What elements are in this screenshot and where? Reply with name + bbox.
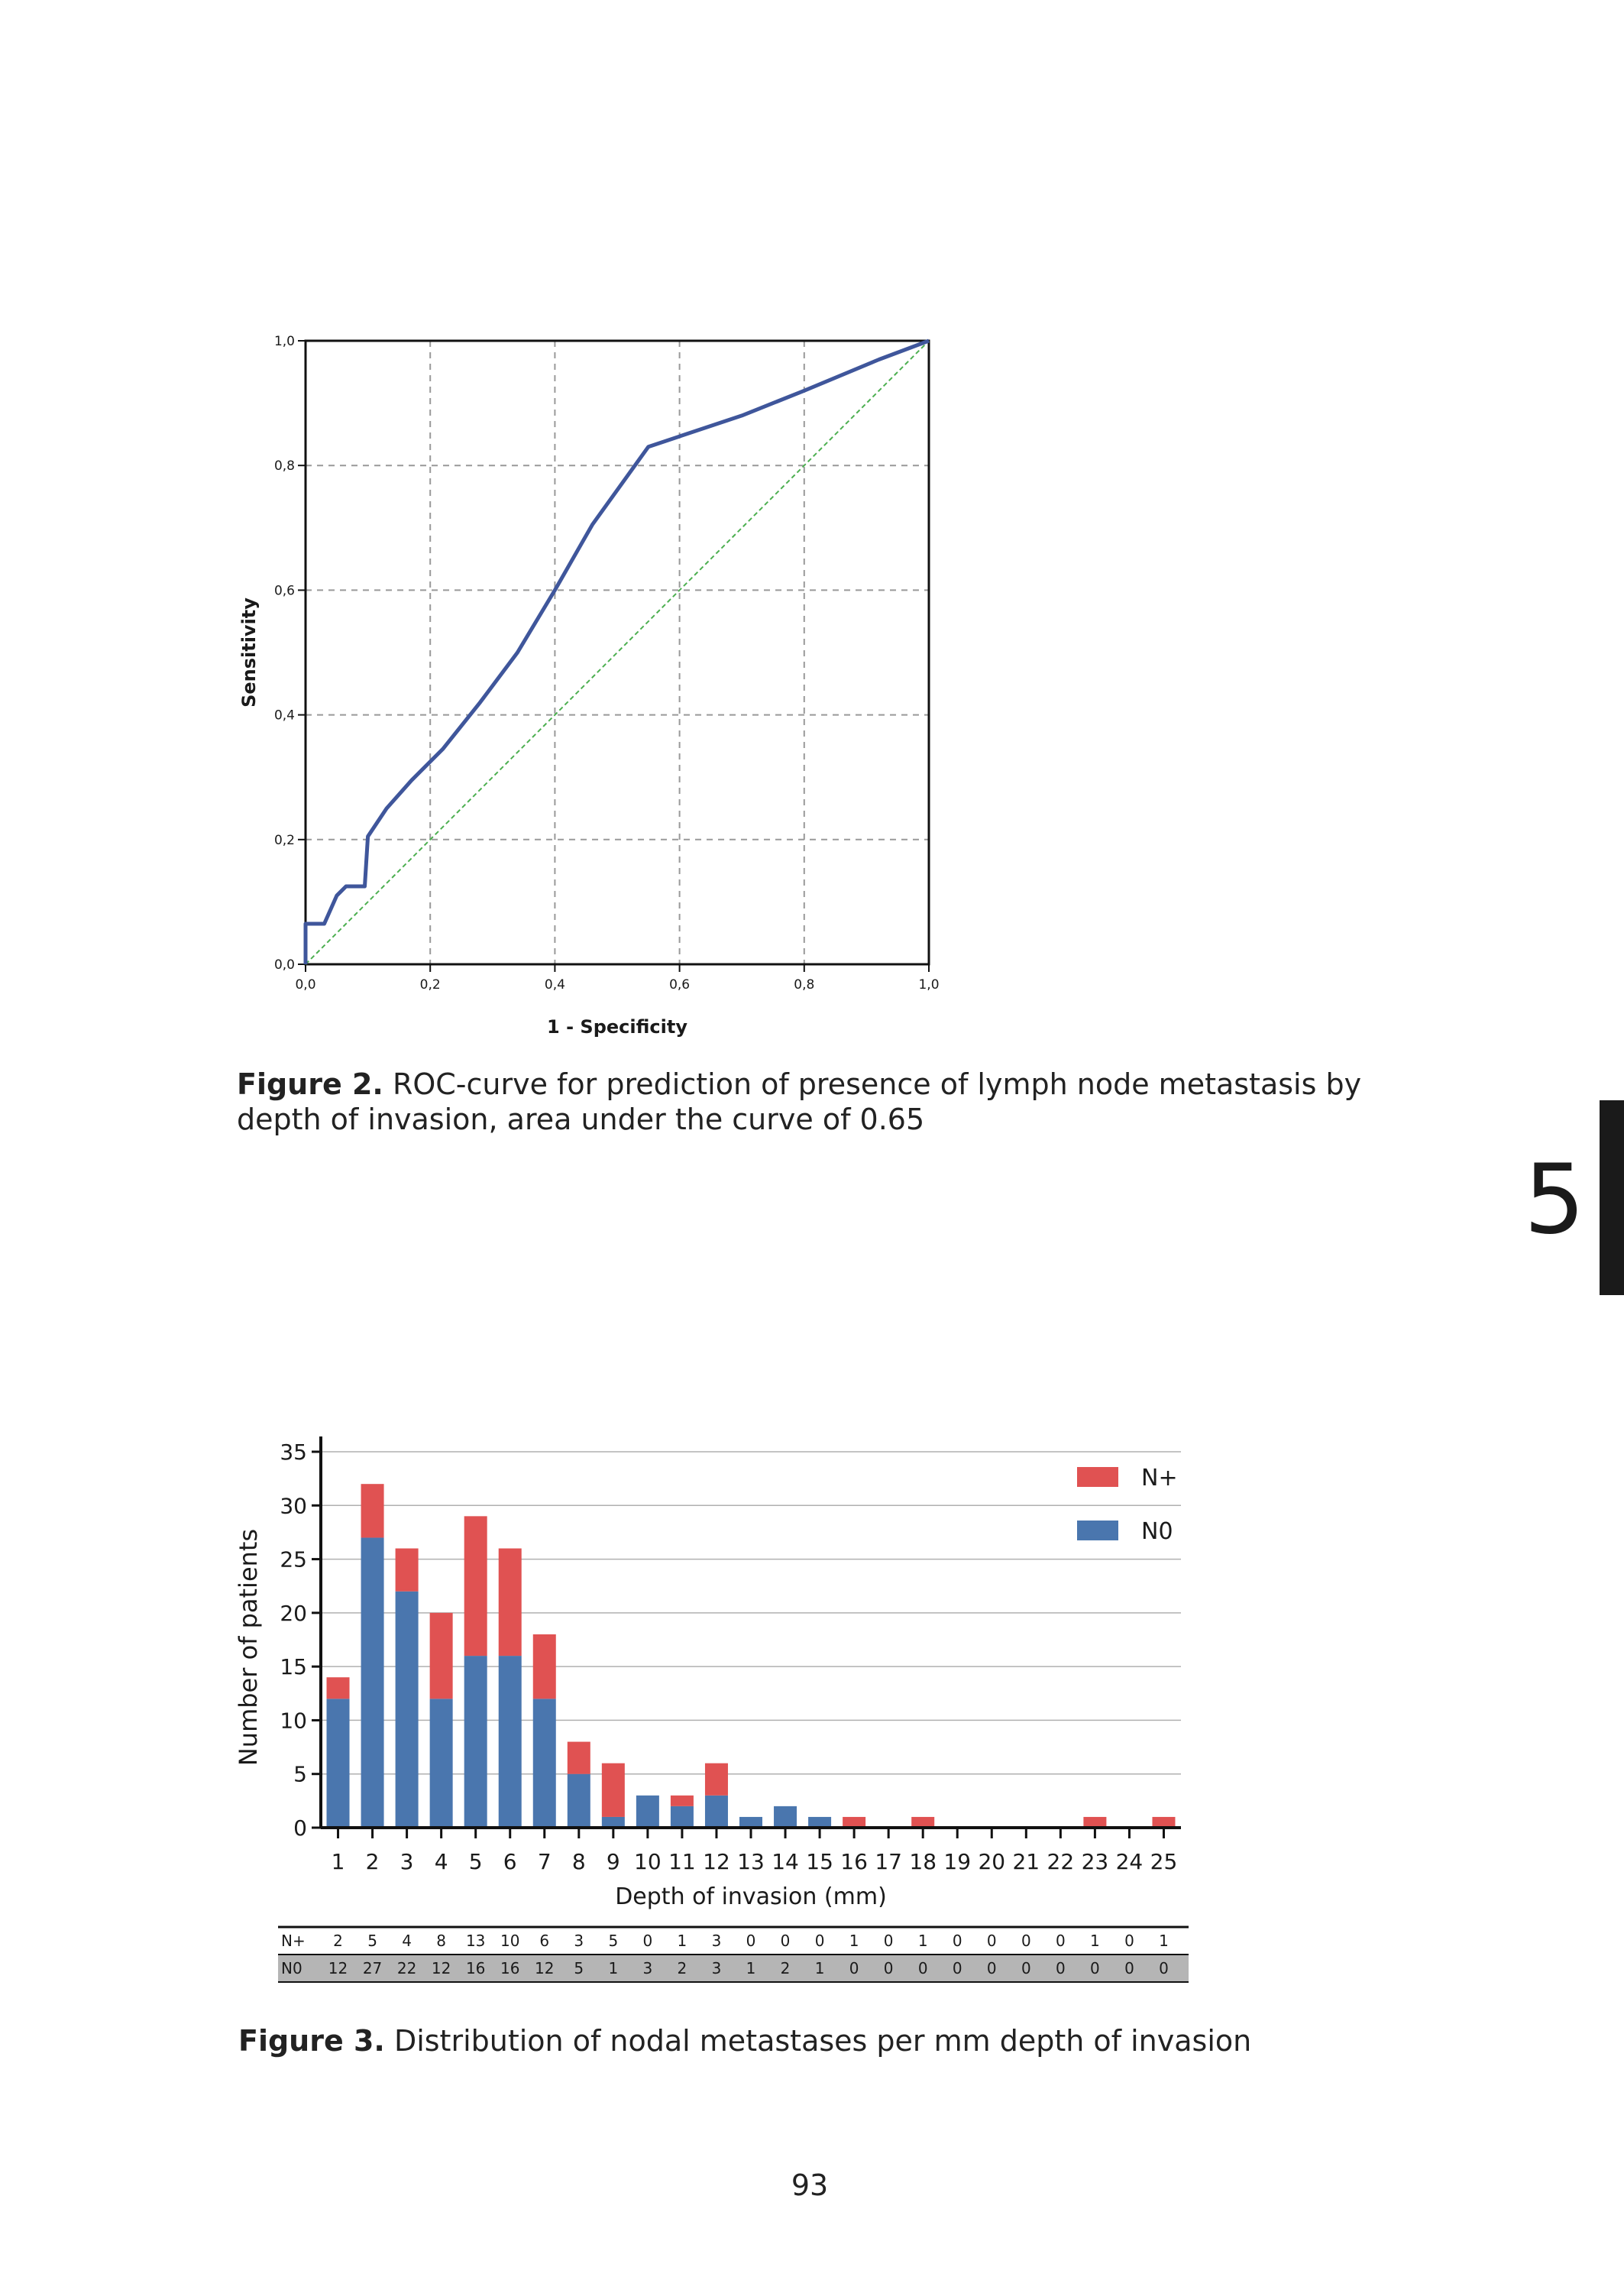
x-tick-label: 3 xyxy=(400,1849,414,1874)
bar-n0-segment xyxy=(396,1592,419,1828)
x-tick-label: 13 xyxy=(737,1849,765,1874)
table-cell: 0 xyxy=(1159,1959,1169,1977)
table-cell: 0 xyxy=(883,1959,894,1977)
x-tick-label: 0,2 xyxy=(419,977,441,993)
table-cell: 8 xyxy=(436,1932,447,1950)
bar-n0-segment xyxy=(533,1699,556,1828)
x-tick-label: 4 xyxy=(434,1849,448,1874)
bar-n0-segment xyxy=(499,1656,522,1828)
figure-3-caption xyxy=(238,2023,1430,2058)
y-tick-label: 0,8 xyxy=(273,458,295,474)
table-cell: 0 xyxy=(883,1932,894,1950)
bar-n-plus-segment xyxy=(1083,1817,1106,1828)
x-tick-label: 6 xyxy=(503,1849,517,1874)
y-tick-label: 1,0 xyxy=(273,334,295,349)
x-tick-label: 17 xyxy=(875,1849,902,1874)
table-cell: 1 xyxy=(746,1959,756,1977)
table-cell: 16 xyxy=(500,1959,520,1977)
y-axis-title: Sensitivity xyxy=(238,598,260,708)
y-tick-label: 0,0 xyxy=(273,957,295,973)
bar-chart xyxy=(214,1421,1207,2002)
bar-n0-segment xyxy=(636,1796,659,1828)
x-tick-label: 15 xyxy=(806,1849,833,1874)
table-cell: 12 xyxy=(431,1959,451,1977)
table-cell: 5 xyxy=(574,1959,584,1977)
table-cell: 16 xyxy=(465,1959,486,1977)
table-cell: 1 xyxy=(608,1959,619,1977)
x-tick-label: 11 xyxy=(668,1849,696,1874)
legend-swatch-n0 xyxy=(1077,1521,1118,1540)
x-tick-label: 14 xyxy=(772,1849,799,1874)
y-tick-label: 0 xyxy=(293,1815,307,1841)
bar-n-plus-segment xyxy=(430,1613,453,1699)
table-cell: 0 xyxy=(952,1959,962,1977)
bar-n-plus-segment xyxy=(911,1817,934,1828)
table-cell: 3 xyxy=(711,1959,722,1977)
table-cell: 0 xyxy=(1055,1932,1066,1950)
x-tick-label: 9 xyxy=(606,1849,620,1874)
x-tick-label: 8 xyxy=(571,1849,586,1874)
figure-2-label: Figure 2. xyxy=(237,1067,383,1101)
x-tick-label: 0,4 xyxy=(544,977,565,993)
roc-chart xyxy=(229,321,962,1054)
x-tick-label: 10 xyxy=(634,1849,662,1874)
table-cell: 0 xyxy=(642,1932,653,1950)
bar-n-plus-segment xyxy=(361,1484,384,1537)
table-cell: 2 xyxy=(333,1932,343,1950)
x-tick-label: 7 xyxy=(537,1849,552,1874)
x-tick-label: 20 xyxy=(978,1849,1006,1874)
table-cell: 0 xyxy=(1090,1959,1100,1977)
table-cell: 5 xyxy=(608,1932,619,1950)
y-tick-label: 0,4 xyxy=(273,708,295,724)
table-cell: 0 xyxy=(1055,1959,1066,1977)
bar-n-plus-segment xyxy=(464,1516,487,1656)
y-tick-label: 5 xyxy=(293,1761,307,1787)
bar-n0-segment xyxy=(774,1806,797,1828)
y-axis-title: Number of patients xyxy=(234,1528,263,1767)
table-cell: 3 xyxy=(574,1932,584,1950)
table-cell: 0 xyxy=(1021,1932,1031,1950)
y-tick-label: 30 xyxy=(280,1493,307,1519)
figure-2-caption xyxy=(237,1067,1428,1137)
bar-n0-segment xyxy=(671,1806,694,1828)
table-cell: 1 xyxy=(1159,1932,1169,1950)
x-tick-label: 5 xyxy=(468,1849,483,1874)
chapter-tab xyxy=(1600,1100,1624,1295)
table-cell: 6 xyxy=(539,1932,550,1950)
x-tick-label: 18 xyxy=(909,1849,937,1874)
table-cell: 13 xyxy=(465,1932,486,1950)
bar-n-plus-segment xyxy=(533,1634,556,1699)
legend-label-n-plus: N+ xyxy=(1141,1465,1178,1491)
page-number: 93 xyxy=(791,2168,829,2202)
y-tick-label: 10 xyxy=(280,1708,307,1734)
table-cell: 0 xyxy=(780,1932,791,1950)
table-cell: 0 xyxy=(1124,1932,1134,1950)
bar-n-plus-segment xyxy=(327,1677,350,1699)
table-row-label: N+ xyxy=(281,1932,306,1950)
bar-n-plus-segment xyxy=(671,1796,694,1806)
x-tick-label: 16 xyxy=(840,1849,868,1874)
bar-n0-segment xyxy=(430,1699,453,1828)
table-cell: 12 xyxy=(535,1959,555,1977)
x-tick-label: 24 xyxy=(1115,1849,1144,1874)
bar-n-plus-segment xyxy=(568,1742,590,1774)
table-cell: 0 xyxy=(849,1959,859,1977)
x-tick-label: 1 xyxy=(331,1849,345,1874)
y-tick-label: 0,2 xyxy=(273,832,295,848)
x-axis-title: Depth of invasion (mm) xyxy=(615,1883,887,1910)
table-cell: 1 xyxy=(1090,1932,1100,1950)
legend-label-n0: N0 xyxy=(1141,1518,1173,1545)
y-tick-label: 20 xyxy=(280,1600,307,1626)
table-cell: 3 xyxy=(711,1932,722,1950)
table-cell: 0 xyxy=(1021,1959,1031,1977)
x-tick-label: 21 xyxy=(1012,1849,1040,1874)
x-tick-label: 19 xyxy=(943,1849,972,1874)
table-cell: 0 xyxy=(952,1932,962,1950)
bar-n-plus-segment xyxy=(1152,1817,1175,1828)
table-cell: 0 xyxy=(746,1932,756,1950)
x-tick-label: 1,0 xyxy=(918,977,940,993)
table-cell: 4 xyxy=(402,1932,412,1950)
table-cell: 22 xyxy=(396,1959,417,1977)
bar-n0-segment xyxy=(568,1774,590,1828)
table-cell: 1 xyxy=(917,1932,928,1950)
bar-n0-segment xyxy=(327,1699,350,1828)
x-tick-label: 22 xyxy=(1047,1849,1075,1874)
x-tick-label: 12 xyxy=(703,1849,730,1874)
bar-n0-segment xyxy=(361,1537,384,1828)
y-tick-label: 0,6 xyxy=(273,583,295,599)
table-cell: 3 xyxy=(642,1959,653,1977)
bar-n-plus-segment xyxy=(396,1549,419,1592)
bar-n-plus-segment xyxy=(602,1763,625,1817)
x-tick-label: 0,8 xyxy=(794,977,815,993)
chapter-number: 5 xyxy=(1523,1143,1586,1255)
bar-n0-segment xyxy=(808,1817,831,1828)
figure-2-caption-text: ROC-curve for prediction of presence of lymph node metastasis by depth of invasion, area under the curve of 0.65 xyxy=(237,1067,1362,1136)
x-tick-label: 23 xyxy=(1081,1849,1109,1874)
table-cell: 5 xyxy=(367,1932,377,1950)
bar-n0-segment xyxy=(602,1817,625,1828)
y-tick-label: 25 xyxy=(280,1546,307,1572)
table-cell: 2 xyxy=(677,1959,687,1977)
figure-3-caption-text: Distribution of nodal metastases per mm depth of invasion xyxy=(384,2024,1252,2058)
bar-n0-segment xyxy=(464,1656,487,1828)
table-cell: 0 xyxy=(814,1932,825,1950)
table-cell: 27 xyxy=(362,1959,383,1977)
bar-n-plus-segment xyxy=(499,1549,522,1657)
table-cell: 0 xyxy=(986,1959,997,1977)
table-cell: 1 xyxy=(849,1932,859,1950)
table-cell: 0 xyxy=(1124,1959,1134,1977)
table-cell: 1 xyxy=(814,1959,825,1977)
figure-3-label: Figure 3. xyxy=(238,2024,385,2058)
table-row-label: N0 xyxy=(281,1959,302,1977)
x-tick-label: 25 xyxy=(1150,1849,1178,1874)
x-axis-title: 1 - Specificity xyxy=(547,1016,687,1038)
bar-n0-segment xyxy=(705,1796,728,1828)
table-cell: 0 xyxy=(917,1959,928,1977)
y-tick-label: 15 xyxy=(280,1654,307,1680)
bar-n-plus-segment xyxy=(705,1763,728,1796)
table-cell: 10 xyxy=(500,1932,520,1950)
reference-diagonal-line xyxy=(306,341,929,964)
legend-swatch-n-plus xyxy=(1077,1467,1118,1487)
table-cell: 0 xyxy=(986,1932,997,1950)
x-tick-label: 0,6 xyxy=(669,977,691,993)
x-tick-label: 0,0 xyxy=(295,977,316,993)
bar-n0-segment xyxy=(739,1817,762,1828)
y-tick-label: 35 xyxy=(280,1440,307,1465)
bar-n-plus-segment xyxy=(843,1817,865,1828)
x-tick-label: 2 xyxy=(365,1849,380,1874)
table-cell: 2 xyxy=(780,1959,791,1977)
table-cell: 1 xyxy=(677,1932,687,1950)
table-cell: 12 xyxy=(328,1959,348,1977)
